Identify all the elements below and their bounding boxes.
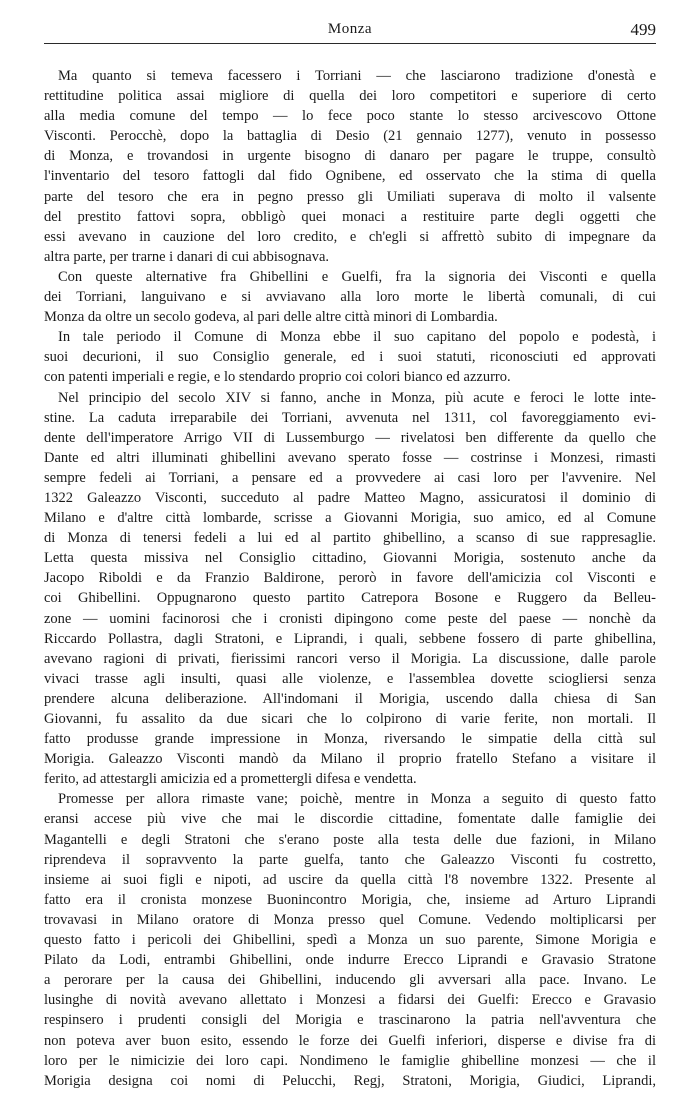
text-line: essi avevano in cauzione del loro credito, e ch'egli si affrettò subito di impegnare da — [44, 228, 656, 245]
text-line: prendere alcuna deliberazione. All'indomani il Morigia, uscendo dalla chiesa di San — [44, 690, 656, 707]
paragraph-first-line: Promesse per allora rimaste vane; poichè, mentre in Monza a seguito di questo fatto — [58, 791, 656, 808]
text-line: riprendeva il sopravvento la parte guelfa, tanto che Galeazzo Visconti fu costretto, — [44, 851, 656, 868]
text-line: insieme ai suoi figli e nipoti, ad uscire da quella città l'8 novembre 1322. Presente al — [44, 871, 656, 888]
text-line: fatto produsse grande impressione in Monza, riversando le simpatie della città sul — [44, 731, 656, 748]
text-line: loro per le nimicizie dei loro capi. Nondimeno le famiglie ghibelline monzesi — che il — [44, 1052, 656, 1069]
text-line: l'inventario del tesoro fattogli dal fido Ognibene, ed osservato che la stima di quella — [44, 168, 656, 185]
page-number: 499 — [630, 20, 656, 39]
text-line: dei Torriani, languivano e si avviavano alla loro morte le libertà comunali, di cui — [44, 289, 656, 306]
text-line: Letta questa missiva nel Consiglio cittadino, Giovanni Morigia, sostenuto anche da — [44, 550, 656, 567]
paragraph-first-line: In tale periodo il Comune di Monza ebbe il suo capitano del popolo e podestà, i — [58, 329, 656, 346]
running-title: Monza — [327, 21, 373, 37]
text-line: con patenti imperiali e regie, e lo stendardo proprio coi colori bianco ed azzurro. — [44, 369, 511, 386]
text-line: Visconti. Perocchè, dopo la battaglia di Desio (21 gennaio 1277), venuto in possesso — [44, 128, 656, 145]
text-line: avevano ragioni di privati, fierissimi rancori verso il Morigia. La discussione, dalle parole — [44, 650, 656, 667]
text-line: eransi accese più vive che mai le discordie cittadine, fomentate dalle famiglie dei — [44, 811, 656, 828]
text-line: Monza da oltre un secolo godeva, al pari delle altre città minori di Lombardia. — [44, 309, 498, 326]
text-line: altra parte, per trarne i danari di cui abbisognava. — [44, 248, 330, 265]
header-rule — [44, 43, 656, 44]
text-line: sempre fedeli ai Torriani, a pensare ed a provvedere ai casi loro per l'avvenire. Nel — [44, 469, 656, 486]
text-line: lusinghe di novità avevano allettato i Monzesi a fidarsi dei Guelfi: Erecco e Gravasio — [44, 992, 656, 1009]
text-line: ferito, ad attestargli amicizia ed a promettergli difesa e vendetta. — [44, 771, 417, 788]
text-line: Dante ed altri illuminati ghibellini avevano sperato fosse — costrinse i Monzesi, rimasti — [44, 449, 656, 466]
text-line: rettitudine politica assai migliore di quella dei loro competitori e superiore di certo — [44, 88, 656, 105]
paragraph-first-line: Nel principio del secolo XIV si fanno, anche in Monza, più acute e feroci le lotte inte- — [58, 389, 656, 406]
paragraph-first-line: Con queste alternative fra Ghibellini e Guelfi, fra la signoria dei Visconti e quella — [58, 268, 656, 285]
text-line: coi Ghibellini. Oppugnarono questo partito Catrepora Bosone e Ruggero da Belleu- — [44, 590, 656, 607]
text-line: stine. La caduta irreparabile dei Torriani, avvenuta nel 1311, col favoreggiamento evi- — [44, 409, 656, 426]
book-page — [44, 0, 656, 1097]
text-line: vivaci trasse agli insulti, quasi alle violenze, e l'assemblea dovette sciogliersi senza — [44, 670, 656, 687]
paragraph-first-line: Ma quanto si temeva facessero i Torriani — che lasciarono tradizione d'onestà e — [58, 68, 656, 84]
text-line: Jacopo Riboldi e da Franzio Baldirone, perorò in favore dell'amicizia col Visconti e — [44, 570, 656, 587]
text-line: Morigia. Galeazzo Visconti mandò da Milano il proprio fratello Stefano a visitare il — [44, 751, 656, 768]
text-line: parte del tesoro che era in pegno presso gli Umiliati superava di molto il valsente — [44, 188, 656, 205]
text-line: fatto era il cronista monzese Buonincontro Morigia, che, insieme ad Arturo Liprandi — [44, 891, 656, 908]
text-line: respinsero i prudenti consigli del Morigia e trascinarono la patria nell'avventura che — [44, 1012, 656, 1029]
text-line: non poteva aver buon esito, essendo le forze dei Guelfi inferiori, disperse e divise fra di — [44, 1032, 656, 1049]
text-line: a perorare per la causa dei Ghibellini, inducendo gli avversari alla pace. Invano. Le — [44, 972, 656, 989]
text-line: Milano e d'altre città lombarde, scrisse a Giovanni Morigia, suo amico, ed al Comune — [44, 510, 656, 527]
text-line: Giovanni, fu assalito da due sicari che lo colpirono di varie ferite, non mortali. Il — [44, 711, 656, 727]
text-line: di Monza, e trovandosi in urgente bisogno di danaro per pagare le truppe, consultò — [44, 148, 656, 165]
text-line: dente dell'imperatore Arrigo VII di Lussemburgo — rivelatosi ben differente da quello che — [44, 429, 656, 446]
body-text — [44, 66, 656, 1091]
text-line: questo fatto i pericoli dei Ghibellini, spedì a Monza un suo parente, Simone Morigia e — [44, 932, 656, 949]
text-line: suoi decurioni, il suo Consiglio generale, ed i suoi statuti, riconosciuti ed approvati — [44, 349, 656, 366]
text-line: 1322 Galeazzo Visconti, succeduto al padre Matteo Magno, assicuratosi il dominio di — [44, 489, 656, 506]
text-line: trovavasi in Milano oratore di Monza presso quel Comune. Vedendo moltiplicarsi per — [44, 911, 656, 928]
text-line: Morigia designa coi nomi di Pelucchi, Regj, Stratoni, Morigia, Giudici, Liprandi, — [44, 1072, 656, 1089]
text-line: alla media comune del tempo — lo fece poco stante lo stesso arcivescovo Ottone — [44, 108, 656, 125]
text-line: di Monza di tenersi fedeli a lui ed al partito ghibellino, a scanso di sue rappresaglie. — [44, 530, 656, 547]
text-line: del prestito fattovi sopra, obbligò quei monaci a restituire parte degli oggetti che — [44, 208, 656, 225]
text-line: Magantelli e degli Stratoni che s'erano poste alla testa delle due fazioni, in Milano — [44, 831, 656, 848]
running-head — [44, 20, 656, 42]
text-line: zone — uomini facinorosi che i cronisti dipingono come peste del paese — nonchè da — [44, 610, 656, 627]
text-line: Riccardo Pollastra, dagli Stratoni, e Liprandi, i quali, sebbene fossero di parte ghibellina, — [44, 630, 656, 647]
text-line: Pilato da Lodi, entrambi Ghibellini, onde indurre Erecco Liprandi e Gravasio Stratone — [44, 952, 656, 969]
